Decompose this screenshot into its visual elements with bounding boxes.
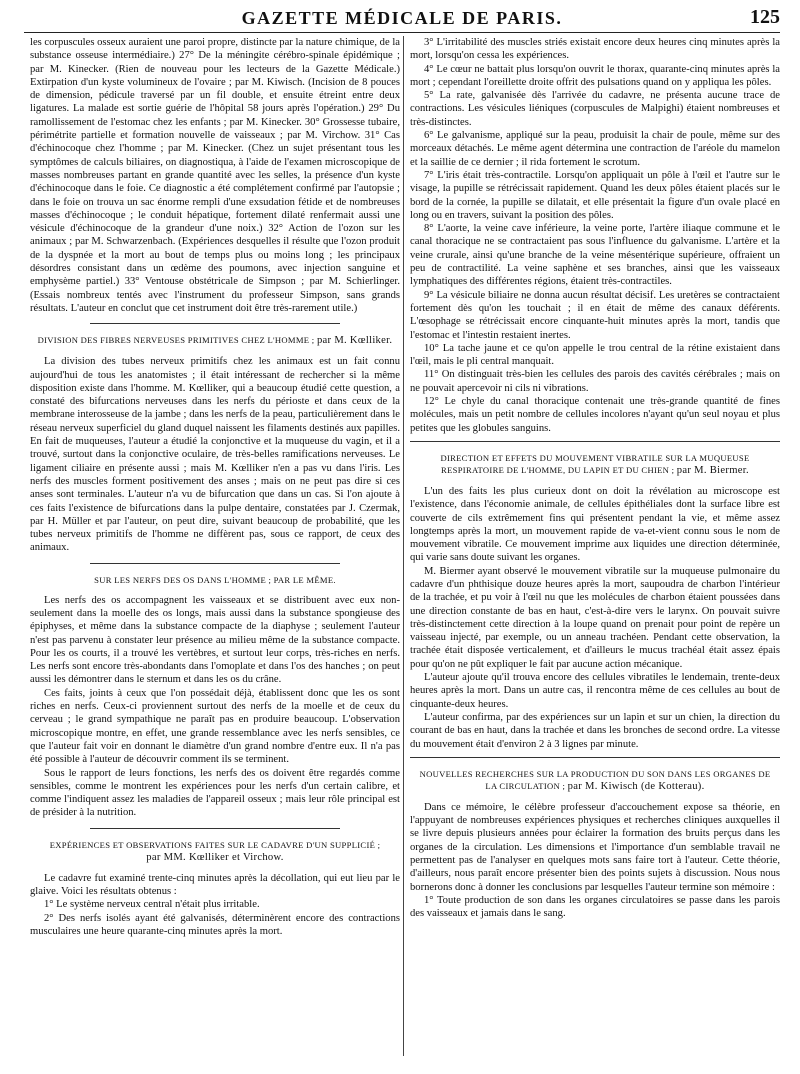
- section-title: DIVISION DES FIBRES NERVEUSES PRIMITIVES CHEZ L'HOMME ;: [37, 335, 315, 346]
- paragraph: Les nerfs des os accompagnent les vaisseaux et se distribuent avec eux non-seulement dans la moelle des os longs, mais aussi dans la substance spongieuse des épiphyses, et même dans la substance compacte de la diaphyse ; seulement l'auteur n'est pas parvenu à constater leur présence au milieu même de la substance compacte. Pour les os courts, il a trouvé les vertèbres, et surtout leur corps, très-riches en nerfs. Les nerfs sont encore très-abondants dans l'omoplate et dans l'os des hanches ; on peut aussi les démontrer dans le sternum et dans les os du crâne.: [30, 594, 400, 686]
- paragraph: 1° Toute production de son dans les organes circulatoires se passe dans les parois des vaisseaux et jamais dans le sang.: [410, 894, 780, 920]
- paragraph: 9° La vésicule biliaire ne donna aucun résultat décisif. Les uretères se contractaient fortement dès qu'on les touchait ; il en était de même des canaux déférents. L'œsophage se rétrécissait encore cinquante-huit minutes après la mort, tandis que l'estomac et l'intestin restaient inertes.: [410, 289, 780, 341]
- paragraph: L'auteur confirma, par des expériences sur un lapin et sur un chien, la direction du courant de bas en haut, dans la trachée et dans les bronches de second ordre. La vitesse du mouvement était d'environ 2 à 3 lignes par minute.: [410, 711, 780, 750]
- paragraph: 11° On distinguait très-bien les cellules des parois des cavités cérébrales ; mais on ne pouvait apercevoir ni cils ni vibrations.: [410, 369, 780, 394]
- right-column: [410, 36, 780, 1066]
- left-column: [30, 36, 400, 1066]
- section-title: EXPÉRIENCES ET OBSERVATIONS FAITES SUR LE CADAVRE D'UN SUPPLICIÉ ;: [49, 839, 381, 850]
- section-heading: [416, 452, 774, 477]
- section-heading: [416, 768, 774, 793]
- paragraph: 8° L'aorte, la veine cave inférieure, la veine porte, l'artère iliaque commune et le canal thoracique ne se contractaient pas sous l'influence du galvanisme. L'artère et la veine crurale, ainsi qu'une branche de la veine mésentérique supérieure, offraient un peu de contractilité. La veine saphène et ses branches, ainsi que les vaisseaux lymphatiques des différentes régions, étaient très-contractiles.: [410, 223, 780, 288]
- paragraph: Dans ce mémoire, le célèbre professeur d'accouchement expose sa théorie, en l'appuyant de nombreuses expériences physiques et recherches cliniques auxquelles il se livre depuis plusieurs années pour éclairer la formation des bruits perçus dans les organes de la circulation. Les dimensions et l'importance d'un semblable travail ne permettent pas de l'analyser en quelques mots sans faire tort à l'auteur. Cette théorie, d'ailleurs, nous paraît encore présenter bien des points sujets à discussion. Nous nous bornerons donc à donner les conclusions par lesquelles l'auteur termine son mémoire :: [410, 801, 780, 893]
- page-number: 125: [750, 6, 780, 28]
- journal-title: GAZETTE MÉDICALE DE PARIS.: [241, 8, 563, 28]
- paragraph: Ces faits, joints à ceux que l'on possédait déjà, établissent donc que les os sont riches en nerfs. Ceux-ci proviennent surtout des nerfs de la moelle et de ceux du cerveau ; le grand sympathique ne paraît pas en produire beaucoup. L'observation microscopique montre, en effet, une grande ressemblance avec les nerfs sensibles, ce que l'auteur fait voir en donnant le diamètre d'un grand nombre d'entre eux. Il n'a pas été possible à l'auteur de découvrir comment ils se terminent.: [30, 687, 400, 766]
- section-rule: [410, 757, 780, 758]
- running-head: [24, 4, 780, 33]
- paragraph: 7° L'iris était très-contractile. Lorsqu'on appliquait un pôle à l'œil et l'autre sur le visage, la pupille se rétrécissait rapidement. Quand les deux pôles étaient placés sur le bord de la cornée, la pupille se dilatait, et elle présentait la figure d'un ovale placé en long ou en travers, suivant la position des pôles.: [410, 169, 780, 221]
- paragraph: 2° Des nerfs isolés ayant été galvanisés, déterminèrent encore des contractions musculaires une heure quarante-cinq minutes après la mort.: [30, 912, 400, 937]
- paragraph: 5° La rate, galvanisée dès l'arrivée du cadavre, ne présenta aucune trace de contractions. Les vésicules liéniques (corpuscules de Malpighi) étaient nombreuses et très-distinctes.: [410, 90, 780, 128]
- section-rule: [410, 441, 780, 442]
- section-author: par M. Kœlliker.: [316, 335, 393, 347]
- paragraph: 10° La tache jaune et ce qu'on appelle le trou central de la rétine existaient dans l'œil, mais le pli central manquait.: [410, 342, 780, 368]
- paragraph: Le cadavre fut examiné trente-cinq minutes après la décollation, qui eut lieu par le glaive. Voici les résultats obtenus :: [30, 872, 400, 898]
- paragraph: Sous le rapport de leurs fonctions, les nerfs des os doivent être regardés comme sensibles, comme le montrent les expériences pour les nerfs d'un certain calibre, et comme l'indiquent assez les maladies de l'appareil osseux ; mais leur rôle principal est de présider à la nutrition.: [30, 767, 400, 819]
- section-author: par M. Kiwisch (de Kotterau).: [567, 780, 705, 792]
- section-heading: [36, 839, 394, 864]
- section-rule: [90, 563, 340, 564]
- paragraph: 12° Le chyle du canal thoracique contenait une très-grande quantité de fines molécules, mais un petit nombre de cellules incolores n'ayant qu'un seul noyau et plus petites que les globules sanguins.: [410, 396, 780, 434]
- section-rule: [90, 323, 340, 324]
- paragraph: La division des tubes nerveux primitifs chez les animaux est un fait connu aujourd'hui de tous les anatomistes ; il était intéressant de rechercher si la même disposition existe dans l'homme. M. Kœlliker, qui a beaucoup étudié cette question, a constaté des bifurcations nerveuses dans les nerfs du périoste et dans ceux de la membrane interosseuse de la jambe ; dans les nerfs de la peau, particulièrement dans le réseau nerveux superficiel du gland duquel naissent les filaments destinés aux papilles. En fait de muqueuses, l'auteur a étudié la conjonctive et la muqueuse du vagin, et il a trouvé, surtout dans la conjonctive oculaire, de très-belles ramifications nerveuses. Le ligament ciliaire en présente aussi ; mais M. Kœlliker n'en a pas vu dans l'iris. Les nerfs des muscles forment positivement des anses ; mais on ne peut pas dire si ces anses sont terminales. L'auteur n'a vu de bifurcation que dans un cas. Si l'on ajoute à ces faits l'existence de bifurcations dans la pulpe dentaire, constatées par J. Czermak, par H. Müller et par l'auteur, on peut dire, suivant beaucoup de probabilité, que les tubes nerveux primitifs de l'homme ne diffèrent pas, sous ce rapport, de ceux des animaux.: [30, 356, 400, 554]
- section-author: par M. Biermer.: [676, 464, 749, 476]
- paragraph: les corpuscules osseux auraient une paroi propre, distincte par la nature chimique, de la substance osseuse intermédiaire.) 27° De la méningite cérébro-spinale épidémique ; par M. Kinecker. (Rien de nouveau pour les lecteurs de la Gazette Médicale.) Extirpation d'un kyste volumineux de l'ovaire ; par M. Kiwisch. (Incision de 8 pouces de dimension, pédicule traversé par un fil double, et ensuite étreint entre deux ligatures. La malade est sortie guérie de l'hôpital 58 jours après l'opération.) 29° Du ramollissement de l'estomac chez les enfants ; par M. Kinecker. 30° Grossesse tubaire, périmétrite partielle et formation nouvelle de vaisseaux ; par M. Virchow. 31° Cas d'échinocoque chez l'homme ; par M. Kinecker. (Chez un sujet présentant tous les symptômes de calculs biliaires, on diagnostiqua, à l'aide de l'examen microscopique de masses nombreuses partant en grande quantité avec les selles, la présence d'un kyste d'échinocoque dans le foie. Ce diagnostic a été complétement confirmé par l'autopsie ; dans le foie on trouva un sac énorme rempli d'une exsudation fétide et de nombreuses masses d'échinocoque ; le conduit hépatique, fortement dilaté renfermait aussi une vésicule d'échinocoque de la grandeur d'une noix.) 32° Action de l'ozon sur les animaux ; par M. Schwarzenbach. (Expériences desquelles il résulte que l'ozon produit de la dyspnée et la mort au bout de temps plus ou moins long ; les principaux désordres consistant dans un œdème des poumons, avec injection sanguine et emphysème partiel.) 33° Ventouse obstétricale de Simpson ; par M. Schierlinger. (Essais nombreux tentés avec l'instrument du professeur Simpson, sans grands résultats. L'auteur en conclut que cet instrument doit être très-rarement utile.): [30, 37, 400, 314]
- section-title: NOUVELLES RECHERCHES SUR LA PRODUCTION DU SON DANS LES ORGANES DE LA CIRCULATION ;: [419, 768, 771, 791]
- section-title: SUR LES NERFS DES OS DANS L'HOMME ; PAR LE MÊME.: [94, 574, 336, 585]
- paragraph: L'un des faits les plus curieux dont on doit la révélation au microscope est l'existence, dans l'économie animale, de cellules épithéliales dont la surface libre est couverte de cils extrêmement fins qui présentent pendant la vie, et même assez longtemps après la mort, un mouvement rapide de va-et-vient connu sous le nom de mouvement vibratile. Ce mouvement imprime aux liquides une direction déterminée, qui varie sans doute suivant les organes.: [410, 485, 780, 564]
- paragraph: 1° Le système nerveux central n'était plus irritable.: [44, 899, 260, 911]
- section-title: DIRECTION ET EFFETS DU MOUVEMENT VIBRATILE SUR LA MUQUEUSE RESPIRATOIRE DE L'HOMME, DU LAPIN ET DU CHIEN ;: [440, 452, 750, 475]
- section-heading: [36, 334, 394, 347]
- section-rule: [90, 828, 340, 829]
- paragraph: L'auteur ajoute qu'il trouva encore des cellules vibratiles le lendemain, trente-deux heures après la mort. Dans un autre cas, il rencontra même de ces cellules au bout de cinquante-deux heures.: [410, 672, 780, 710]
- paragraph: M. Biermer ayant observé le mouvement vibratile sur la muqueuse pulmonaire du cadavre d'un phthisique douze heures après la mort, saupoudra de charbon l'intérieur de la trachée, et pu voir à l'œil nu que les molécules de charbon étaient poussées dans une direction constante de bas en haut, c'est-à-dire vers le larynx. On pouvait suivre très-distinctement cette direction à la loupe quand on prenait pour point de repère un vaisseau injecté, par exemple, ou un anneau trachéen. Pendant cette observation, la trachée était disposée verticalement, et d'ailleurs le mucus trachéal était assez épais pour qu'on ne pût expliquer le fait par aucune action mécanique.: [410, 565, 780, 670]
- paragraph: 6° Le galvanisme, appliqué sur la peau, produisit la chair de poule, même sur des morceaux détachés. Le même agent détermina une contraction de l'aréole du mamelon et la saillie de ce dernier ; il rida fortement le scrotum.: [410, 130, 780, 168]
- section-heading: [36, 574, 394, 586]
- section-author: par MM. Kœlliker et Virchow.: [146, 851, 284, 863]
- paragraph: 4° Le cœur ne battait plus lorsqu'on ouvrit le thorax, quarante-cinq minutes après la mort ; cependant l'oreillette droite offrit des pulsations quand on y appliqua les pôles.: [410, 63, 780, 88]
- paragraph: 3° L'irritabilité des muscles striés existait encore deux heures cinq minutes après la mort, lorsqu'on cessa les expériences.: [410, 37, 780, 62]
- column-divider: [403, 36, 404, 1056]
